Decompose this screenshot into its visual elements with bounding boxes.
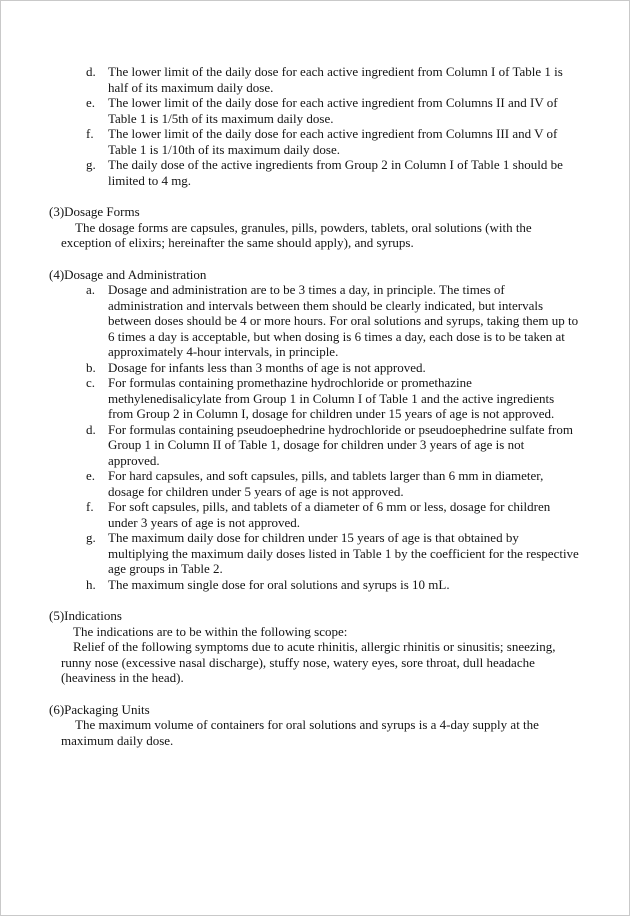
list-item — [86, 530, 579, 577]
list-item-text: The lower limit of the daily dose for each active ingredient from Columns II and IV of Table 1 is 1/5th of its maximum daily dose. — [108, 95, 558, 126]
list-item-text: Dosage for infants less than 3 months of age is not approved. — [108, 359, 426, 375]
section-packaging-units — [49, 702, 579, 749]
list-item — [86, 499, 579, 530]
list-item — [86, 577, 579, 593]
section-paragraph: Relief of the following symptoms due to acute rhinitis, allergic rhinitis or sinusitis; sneezing, runny nose (excessive nasal discharge), stuffy nose, watery eyes, sore throat, dull headache (heaviness in the head). — [61, 639, 556, 685]
list-item — [86, 64, 579, 95]
list-item-marker: g. — [86, 157, 96, 172]
list-item-text: The lower limit of the daily dose for each active ingredient from Columns III and V of Table 1 is 1/10th of its maximum daily dose. — [108, 126, 558, 157]
list-item-marker: b. — [86, 359, 96, 375]
section-paragraph: The maximum volume of containers for oral solutions and syrups is a 4-day supply at the maximum daily dose. — [61, 717, 539, 748]
section-paragraph: The indications are to be within the following scope: — [73, 623, 348, 639]
section-paragraph: The dosage forms are capsules, granules, pills, powders, tablets, oral solutions (with the exception of elixirs; hereinafter the same should apply), and syrups. — [61, 219, 532, 250]
list-item — [86, 468, 579, 499]
list-item — [86, 95, 579, 126]
list-item-text: The maximum single dose for oral solutions and syrups is 10 mL. — [108, 576, 450, 592]
list-item — [86, 375, 579, 422]
list-item-text: The daily dose of the active ingredients from Group 2 in Column I of Table 1 should be limited to 4 mg. — [108, 157, 563, 188]
list-item — [86, 282, 579, 360]
list-item-text: The lower limit of the daily dose for each active ingredient from Column I of Table 1 is half of its maximum daily dose. — [108, 64, 563, 95]
section-heading: (5)Indications — [49, 608, 122, 623]
list-item-marker: e. — [86, 468, 96, 483]
list-item-text: The maximum daily dose for children under 15 years of age is that obtained by multiplying the maximum daily doses listed in Table 1 by the coefficient for the respective age groups in Table 2. — [108, 530, 579, 576]
list-item — [86, 126, 579, 157]
list-item-marker: d. — [86, 64, 96, 79]
list-item-marker: h. — [86, 576, 96, 592]
section-heading: (6)Packaging Units — [49, 701, 150, 717]
list-item-marker: e. — [86, 95, 96, 110]
list-item-marker: d. — [86, 421, 96, 437]
list-item — [86, 422, 579, 469]
list-item-marker: g. — [86, 530, 96, 545]
section-dosage-administration — [49, 267, 579, 593]
section-heading: (3)Dosage Forms — [49, 204, 140, 219]
list-item-text: For hard capsules, and soft capsules, pills, and tablets larger than 6 mm in diameter, dosage for children under 5 years of age is not approved. — [108, 468, 544, 499]
list-item-text: For formulas containing promethazine hydrochloride or promethazine methylenedisalicylate from Group 1 in Column I of Table 1 and the active ingredients from Group 2 in Column I, dosage for children under 15 years of age is not approved. — [108, 375, 555, 421]
list-item-marker: c. — [86, 375, 96, 390]
section-heading: (4)Dosage and Administration — [49, 266, 207, 282]
list-item-marker: f. — [86, 126, 94, 141]
list-item-text: For soft capsules, pills, and tablets of a diameter of 6 mm or less, dosage for children under 3 years of age is not approved. — [108, 499, 551, 530]
list-item-marker: f. — [86, 499, 94, 514]
list-item-marker: a. — [86, 282, 96, 297]
list-item-text: Dosage and administration are to be 3 times a day, in principle. The times of administration and intervals between them should be clearly indicated, but intervals between doses should be 4 or more hours. For oral solutions and syrups, taking them up to 6 times a day is acceptable, but when dosing is 6 times a day, each dose is to be taken at approximately 4-hour intervals, in principle. — [108, 282, 579, 359]
list-item — [86, 157, 579, 188]
section-dosage-forms — [49, 204, 579, 251]
list-item-text: For formulas containing pseudoephedrine hydrochloride or pseudoephedrine sulfate from Group 1 in Column II of Table 1, dosage for children under 3 years of age is not approved. — [108, 421, 573, 468]
section-indications — [49, 608, 579, 686]
list-item — [86, 360, 579, 376]
